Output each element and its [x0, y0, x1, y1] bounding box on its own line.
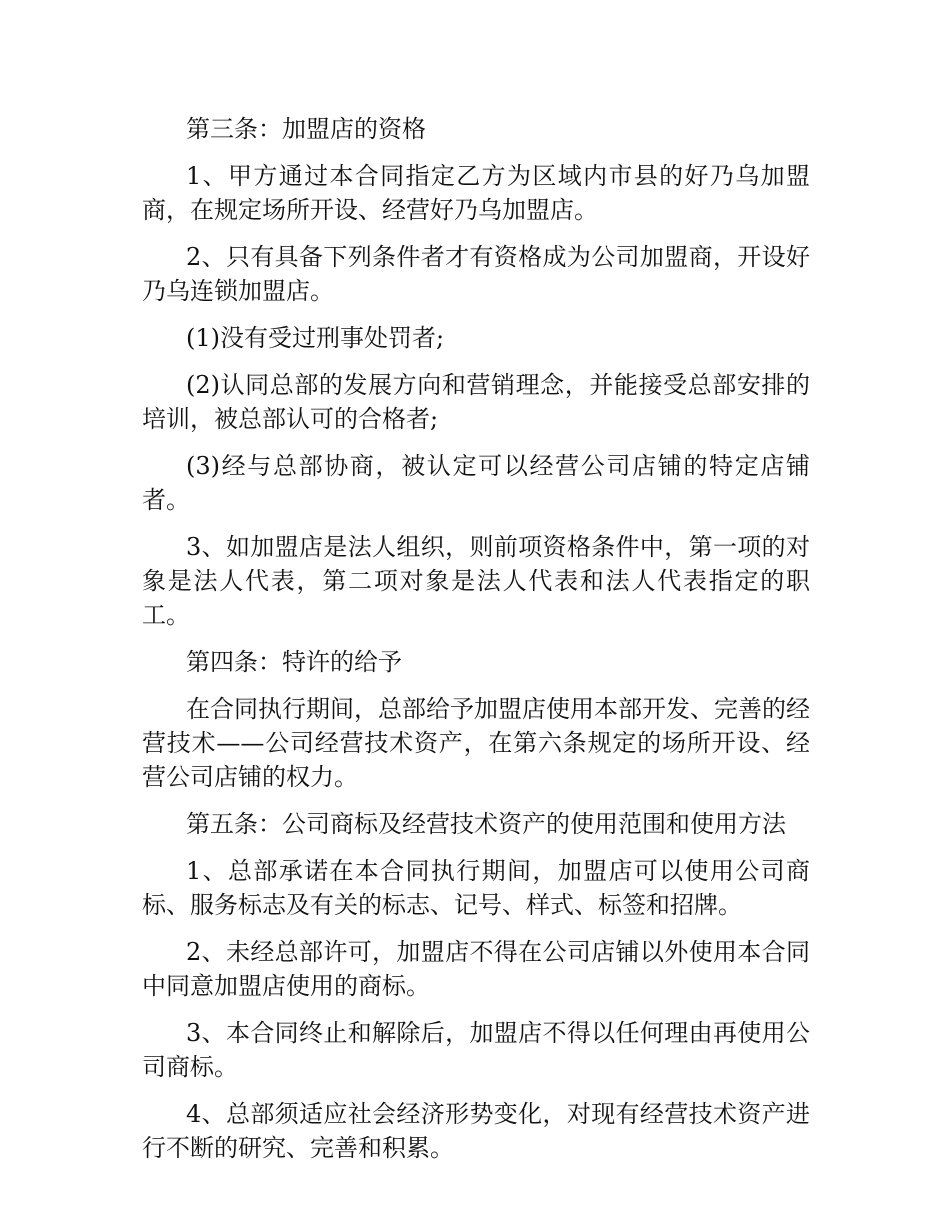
paragraph: 在合同执行期间，总部给予加盟店使用本部开发、完善的经营技术——公司经营技术资产，在第六条规定的场所开设、经营公司店铺的权力。: [142, 695, 810, 791]
paragraph: 3、本合同终止和解除后，加盟店不得以任何理由再使用公司商标。: [142, 1019, 810, 1081]
heading-article-4: 第四条：特许的给予: [186, 648, 402, 676]
paragraph: 2、只有具备下列条件者才有资格成为公司加盟商，开设好乃乌连锁加盟店。: [142, 243, 810, 305]
paragraph: 1、总部承诺在本合同执行期间，加盟店可以使用公司商标、服务标志及有关的标志、记号、样式、标签和招牌。: [142, 857, 810, 919]
heading-article-5: 第五条：公司商标及经营技术资产的使用范围和使用方法: [186, 810, 786, 838]
list-item: (2)认同总部的发展方向和营销理念，并能接受总部安排的培训，被总部认可的合格者;: [142, 371, 810, 433]
paragraph: 1、甲方通过本合同指定乙方为区域内市县的好乃乌加盟商，在规定场所开设、经营好乃乌加盟店。: [142, 162, 810, 224]
heading-article-3: 第三条：加盟店的资格: [186, 115, 426, 143]
document-body: [142, 112, 810, 1178]
list-item: (1)没有受过刑事处罚者;: [186, 324, 445, 352]
paragraph: 4、总部须适应社会经济形势变化，对现有经营技术资产进行不断的研究、完善和积累。: [142, 1100, 810, 1162]
paragraph: 3、如加盟店是法人组织，则前项资格条件中，第一项的对象是法人代表，第二项对象是法人代表和法人代表指定的职工。: [142, 533, 810, 629]
paragraph: 2、未经总部许可，加盟店不得在公司店铺以外使用本合同中同意加盟店使用的商标。: [142, 938, 810, 1000]
list-item: (3)经与总部协商，被认定可以经营公司店铺的特定店铺者。: [142, 452, 810, 514]
